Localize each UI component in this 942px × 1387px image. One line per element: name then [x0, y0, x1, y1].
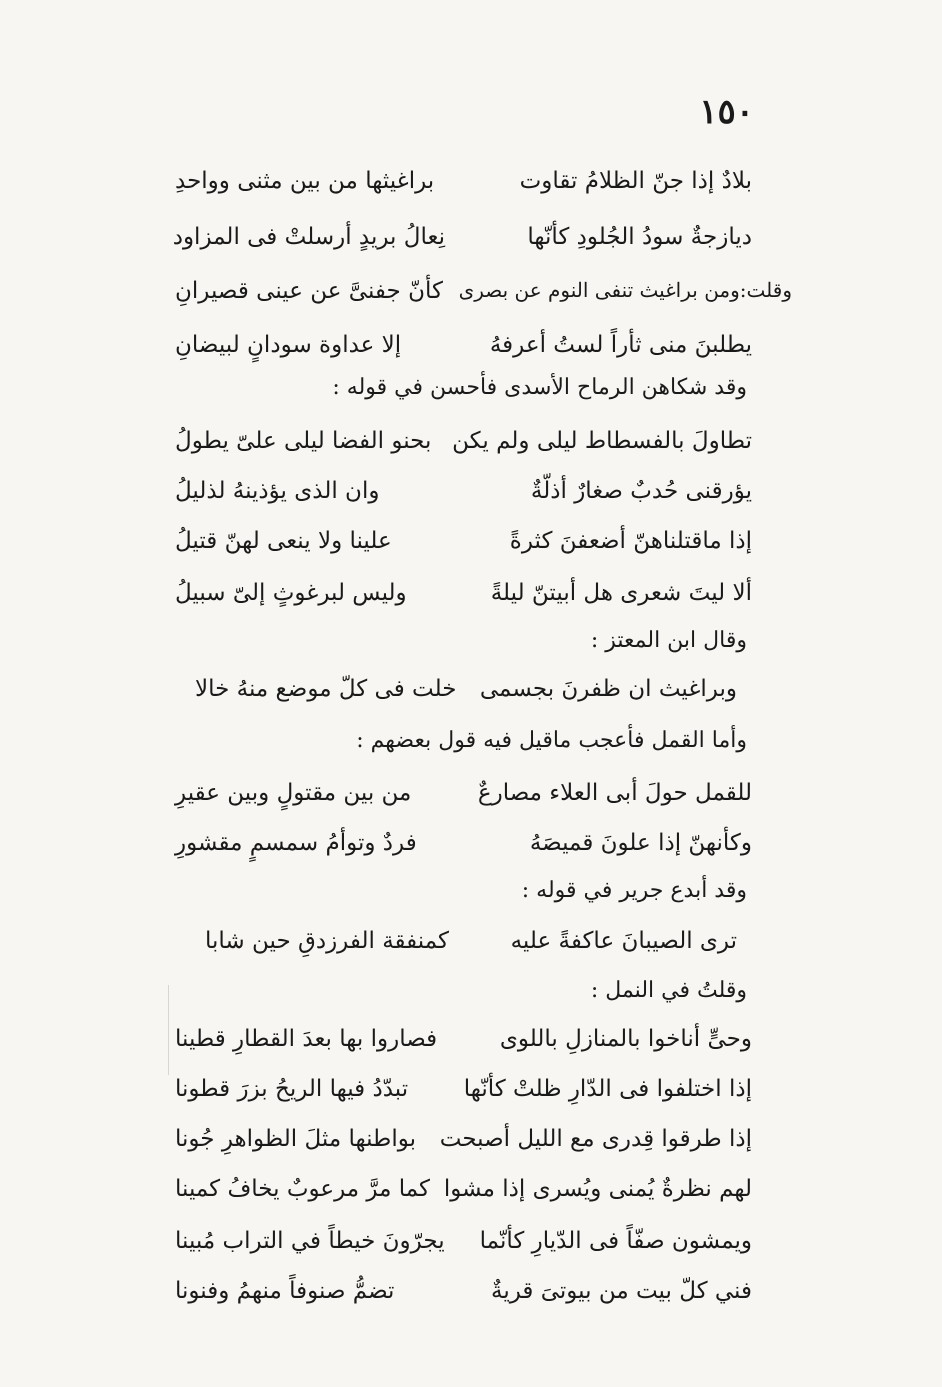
verse-line-3 — [0, 278, 942, 336]
verse-hemistich-second: تضمُّ صنوفاً منهمُ وفنونا — [175, 1278, 395, 1304]
prose-text: وقد شكاهن الرماح الأسدى فأحسن في قوله : — [332, 375, 747, 400]
verse-hemistich-first: يطلبنَ منى ثأراً لستُ أعرفهُ — [489, 332, 752, 358]
verse-hemistich-first: للقمل حولَ أبى العلاء مصارعٌ — [477, 780, 752, 806]
verse-hemistich-first: وكأنهنّ إذا علونَ قميصَهُ — [529, 830, 752, 856]
verse-hemistich-first: بلادٌ إذا جنّ الظلامُ تقاوت — [519, 168, 752, 194]
verse-hemistich-second: براغيثها من بين مثنى وواحدِ — [175, 168, 435, 194]
prose-text: وأما القمل فأعجب ماقيل فيه قول بعضهم : — [356, 728, 747, 753]
verse-hemistich-second: يجرّونَ خيطاً في التراب مُبينا — [175, 1228, 445, 1254]
verse-hemistich-first: ويمشون صفّاً فى الدّيارِ كأنّما — [479, 1228, 752, 1254]
verse-hemistich-first: تطاولَ بالفسطاط ليلى ولم يكن — [452, 428, 752, 454]
verse-line-16 — [0, 1176, 942, 1234]
scan-margin-mark — [168, 985, 169, 1075]
verse-line-2 — [0, 224, 942, 282]
verse-hemistich-second: فردٌ وتوأمُ سمسمٍ مقشورِ — [175, 830, 417, 856]
verse-hemistich-second: نِعالُ بريدٍ أرسلتْ فى المزاود — [172, 224, 445, 250]
verse-hemistich-second: إلا عداوة سودانٍ لبيضانِ — [175, 332, 402, 358]
verse-hemistich-second: وان الذى يؤذينهُ لذليلُ — [175, 478, 380, 504]
verse-hemistich-first: وحىٍّ أناخوا بالمنازلِ باللوى — [499, 1026, 752, 1052]
verse-hemistich-second: خلت فى كلّ موضع منهُ خالا — [195, 676, 457, 702]
verse-hemistich-first: لهم نظرةٌ يُمنى ويُسرى إذا مشوا — [443, 1176, 752, 1202]
verse-hemistich-second: كأنّ جفنىَّ عن عينى قصيرانِ — [175, 278, 443, 304]
verse-hemistich-first: وبراغيث ان ظفرنَ بجسمى — [479, 676, 737, 702]
prose-text: وقلتُ في النمل : — [590, 978, 747, 1003]
prose-line-1 — [0, 375, 942, 433]
verse-hemistich-first: ترى الصيبانَ عاكفةً عليه — [510, 928, 737, 954]
page-number: ١٥٠ — [699, 92, 754, 132]
verse-hemistich-second: وليس لبرغوثٍ إلىّ سبيلُ — [175, 580, 407, 606]
verse-hemistich-second: علينا ولا ينعى لهنّ قتيلُ — [175, 528, 392, 554]
verse-hemistich-first: إذا طرقوا قِدرى مع الليل أصبحت — [439, 1126, 752, 1152]
verse-hemistich-second: فصاروا بها بعدَ القطارِ قطينا — [175, 1026, 438, 1052]
verse-line-18 — [0, 1278, 942, 1336]
verse-line-7 — [0, 528, 942, 586]
verse-hemistich-second: تبدّدُ فيها الريحُ بزرَ قطونا — [175, 1076, 409, 1102]
verse-hemistich-second: بواطنها مثلَ الظواهرِ جُونا — [175, 1126, 417, 1152]
verse-hemistich-second: كمنفقة الفرزدقِ حين شابا — [205, 928, 449, 954]
verse-line-9 — [0, 676, 942, 734]
verse-hemistich-first: وقلت:ومن براغيث تنفى النوم عن بصرى — [458, 278, 792, 302]
verse-hemistich-second: بحنو الفضا ليلى علىّ يطولُ — [175, 428, 432, 454]
verse-hemistich-second: كما مرَّ مرعوبٌ يخافُ كمينا — [175, 1176, 431, 1202]
verse-hemistich-second: من بين مقتولٍ وبين عقيرِ — [175, 780, 412, 806]
verse-hemistich-first: ديازجةٌ سودُ الجُلودِ كأنّها — [527, 224, 752, 250]
verse-hemistich-first: ألا ليتَ شعرى هل أبيتنّ ليلةً — [490, 580, 752, 606]
prose-line-3 — [0, 728, 942, 786]
verse-hemistich-first: إذا اختلفوا فى الدّارِ ظلتْ كأنّها — [463, 1076, 752, 1102]
prose-text: وقال ابن المعتز : — [590, 628, 747, 653]
verse-hemistich-first: يؤرقنى حُدبٌ صغارٌ أذلّةٌ — [530, 478, 752, 504]
verse-hemistich-first: إذا ماقتلناهنّ أضعفنَ كثرةً — [509, 528, 752, 554]
verse-hemistich-first: فني كلّ بيت من بيوتىَ قريةٌ — [491, 1278, 752, 1304]
prose-text: وقد أبدع جرير في قوله : — [521, 878, 747, 903]
verse-line-1 — [0, 168, 942, 226]
